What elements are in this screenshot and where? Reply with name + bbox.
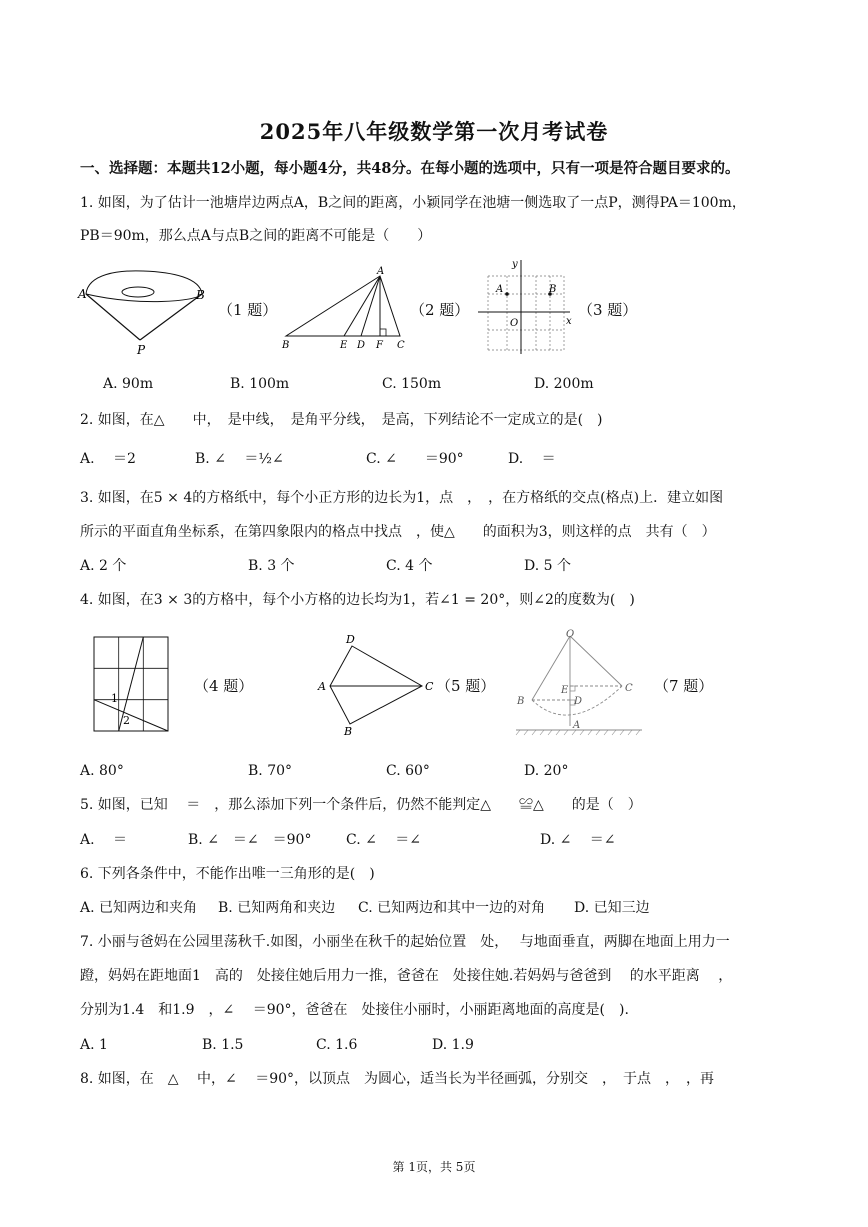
fig3-label-A: A [496,284,504,295]
q1-option-b[interactable]: B. 100m [230,376,290,392]
q4-option-a[interactable]: A. 80° [80,763,124,779]
fig7-label-C: C [625,683,633,694]
fig5-label-C: C [425,680,434,693]
q6-text-line1: 6. 下列各条件中，不能作出唯一三角形的是( ) [80,866,375,882]
fig1-label-A: A [78,287,87,301]
q7-text-line1: 7. 小丽与爸妈在公园里荡秋千.如图，小丽坐在秋千的起始位置 处， 与地面垂直，两脚在地面上用力一 [80,934,730,950]
fig2-label-F: F [376,340,383,351]
fig7-label-A: A [573,720,581,731]
q2-option-c[interactable]: C. ∠ ＝90° [366,451,464,467]
fig2-label-A: A [377,266,385,277]
figure-3-grid [476,256,576,356]
q2-option-a[interactable]: A. ＝2 [80,451,136,467]
fig5-label-D: D [346,633,355,646]
q2-option-b[interactable]: B. ∠ ＝½∠ [195,451,284,467]
q3-option-a[interactable]: A. 2 个 [80,558,127,574]
fig7-label-E: E [561,685,569,696]
q6-option-d[interactable]: D. 已知三边 [574,900,650,916]
q5-option-d[interactable]: D. ∠ ＝∠ [540,832,616,848]
page-title: 2025年八年级数学第一次月考试卷 [259,119,609,144]
q5-option-b[interactable]: B. ∠ ＝∠ ＝90° [188,832,312,848]
q1-option-a[interactable]: A. 90m [103,376,154,392]
fig1-label-B: B [196,288,205,302]
q7-option-c[interactable]: C. 1.6 [316,1037,358,1053]
q5-option-a[interactable]: A. ＝ [80,832,128,848]
page-footer: 第 1页，共 5页 [392,1160,476,1174]
q3-option-d[interactable]: D. 5 个 [524,558,571,574]
figure-2-caption: （2 题） [410,301,470,319]
q3-option-b[interactable]: B. 3 个 [248,558,295,574]
figure-5-caption: （5 题） [436,677,496,695]
figure-1-caption: （1 题） [218,301,278,319]
fig3-label-x: x [566,316,572,327]
q7-option-d[interactable]: D. 1.9 [432,1037,474,1053]
figure-4-caption: （4 题） [194,677,254,695]
q7-text-line2: 蹬，妈妈在距地面1 高的 处接住她后用力一推，爸爸在 处接住她.若妈妈与爸爸到 的水平距离 ， [80,968,733,984]
q3-text-line1: 3. 如图，在5 × 4的方格纸中，每个小正方形的边长为1，点 ， ，在方格纸的交点(格点)上．建立如图 [80,490,724,506]
figure-7-caption: （7 题） [654,677,714,695]
fig4-angle-2: 2 [123,714,130,727]
q5-option-c[interactable]: C. ∠ ＝∠ [346,832,422,848]
q7-option-b[interactable]: B. 1.5 [202,1037,244,1053]
q4-option-b[interactable]: B. 70° [248,763,293,779]
figure-4-grid [93,636,169,732]
section-heading: 一、选择题：本题共12小题，每小题4分，共48分。在每小题的选项中，只有一项是符合题目要求的。 [80,160,740,177]
q5-text-line1: 5. 如图，已知 ＝ ，那么添加下列一个条件后，仍然不能判定△ ≌△ 的是（ ） [80,797,642,813]
q6-option-b[interactable]: B. 已知两角和夹边 [218,900,336,916]
q4-text-line1: 4. 如图，在3 × 3的方格中，每个小方格的边长均为1，若∠1 = 20°，则∠2的度数为( ) [80,592,635,608]
q7-option-a[interactable]: A. 1 [80,1037,108,1053]
q1-text-line2: PB＝90m，那么点A与点B之间的距离不可能是（ ） [80,228,432,244]
q6-option-a[interactable]: A. 已知两边和夹角 [80,900,198,916]
figure-2-triangle [280,268,410,350]
figure-3-caption: （3 题） [578,301,638,319]
q2-option-d[interactable]: D. ＝ [508,451,556,467]
q4-option-d[interactable]: D. 20° [524,763,569,779]
q1-text-line1: 1. 如图，为了估计一池塘岸边两点A，B之间的距离，小颖同学在池塘一侧选取了一点P，测得PA＝100m， [80,195,746,211]
fig3-label-y: y [512,259,518,270]
fig7-label-O: O [566,629,575,640]
fig7-label-B: B [517,696,525,707]
figure-5-kite [314,632,440,736]
fig2-label-D: D [357,340,366,351]
fig3-label-B: B [549,284,557,295]
fig2-label-E: E [340,340,348,351]
q7-text-line3: 分别为1.4 和1.9 ，∠ ＝90°，爸爸在 处接住小丽时，小丽距离地面的高度是( ). [80,1002,629,1018]
figure-1-pond [78,268,208,358]
fig2-label-B: B [282,340,290,351]
fig1-label-P: P [137,343,146,357]
fig3-label-O: O [510,318,519,329]
q4-option-c[interactable]: C. 60° [386,763,430,779]
fig7-label-D: D [574,696,583,707]
q3-text-line2: 所示的平面直角坐标系，在第四象限内的格点中找点 ，使△ 的面积为3，则这样的点 共有（ ） [80,524,716,540]
fig4-angle-1: 1 [111,692,118,705]
q1-option-c[interactable]: C. 150m [382,376,442,392]
q6-option-c[interactable]: C. 已知两边和其中一边的对角 [358,900,546,916]
q8-text-line1: 8. 如图，在 △ 中，∠ ＝90°，以顶点 为圆心，适当长为半径画弧，分别交 ， 于点 ， ，再 [80,1071,715,1087]
figure-7-swing [512,628,652,738]
q2-text-line1: 2. 如图，在△ 中， 是中线， 是角平分线， 是高，下列结论不一定成立的是( ) [80,412,603,428]
q1-option-d[interactable]: D. 200m [534,376,594,392]
fig2-label-C: C [397,340,405,351]
fig5-label-B: B [344,725,353,738]
q3-option-c[interactable]: C. 4 个 [386,558,433,574]
fig5-label-A: A [318,680,326,693]
